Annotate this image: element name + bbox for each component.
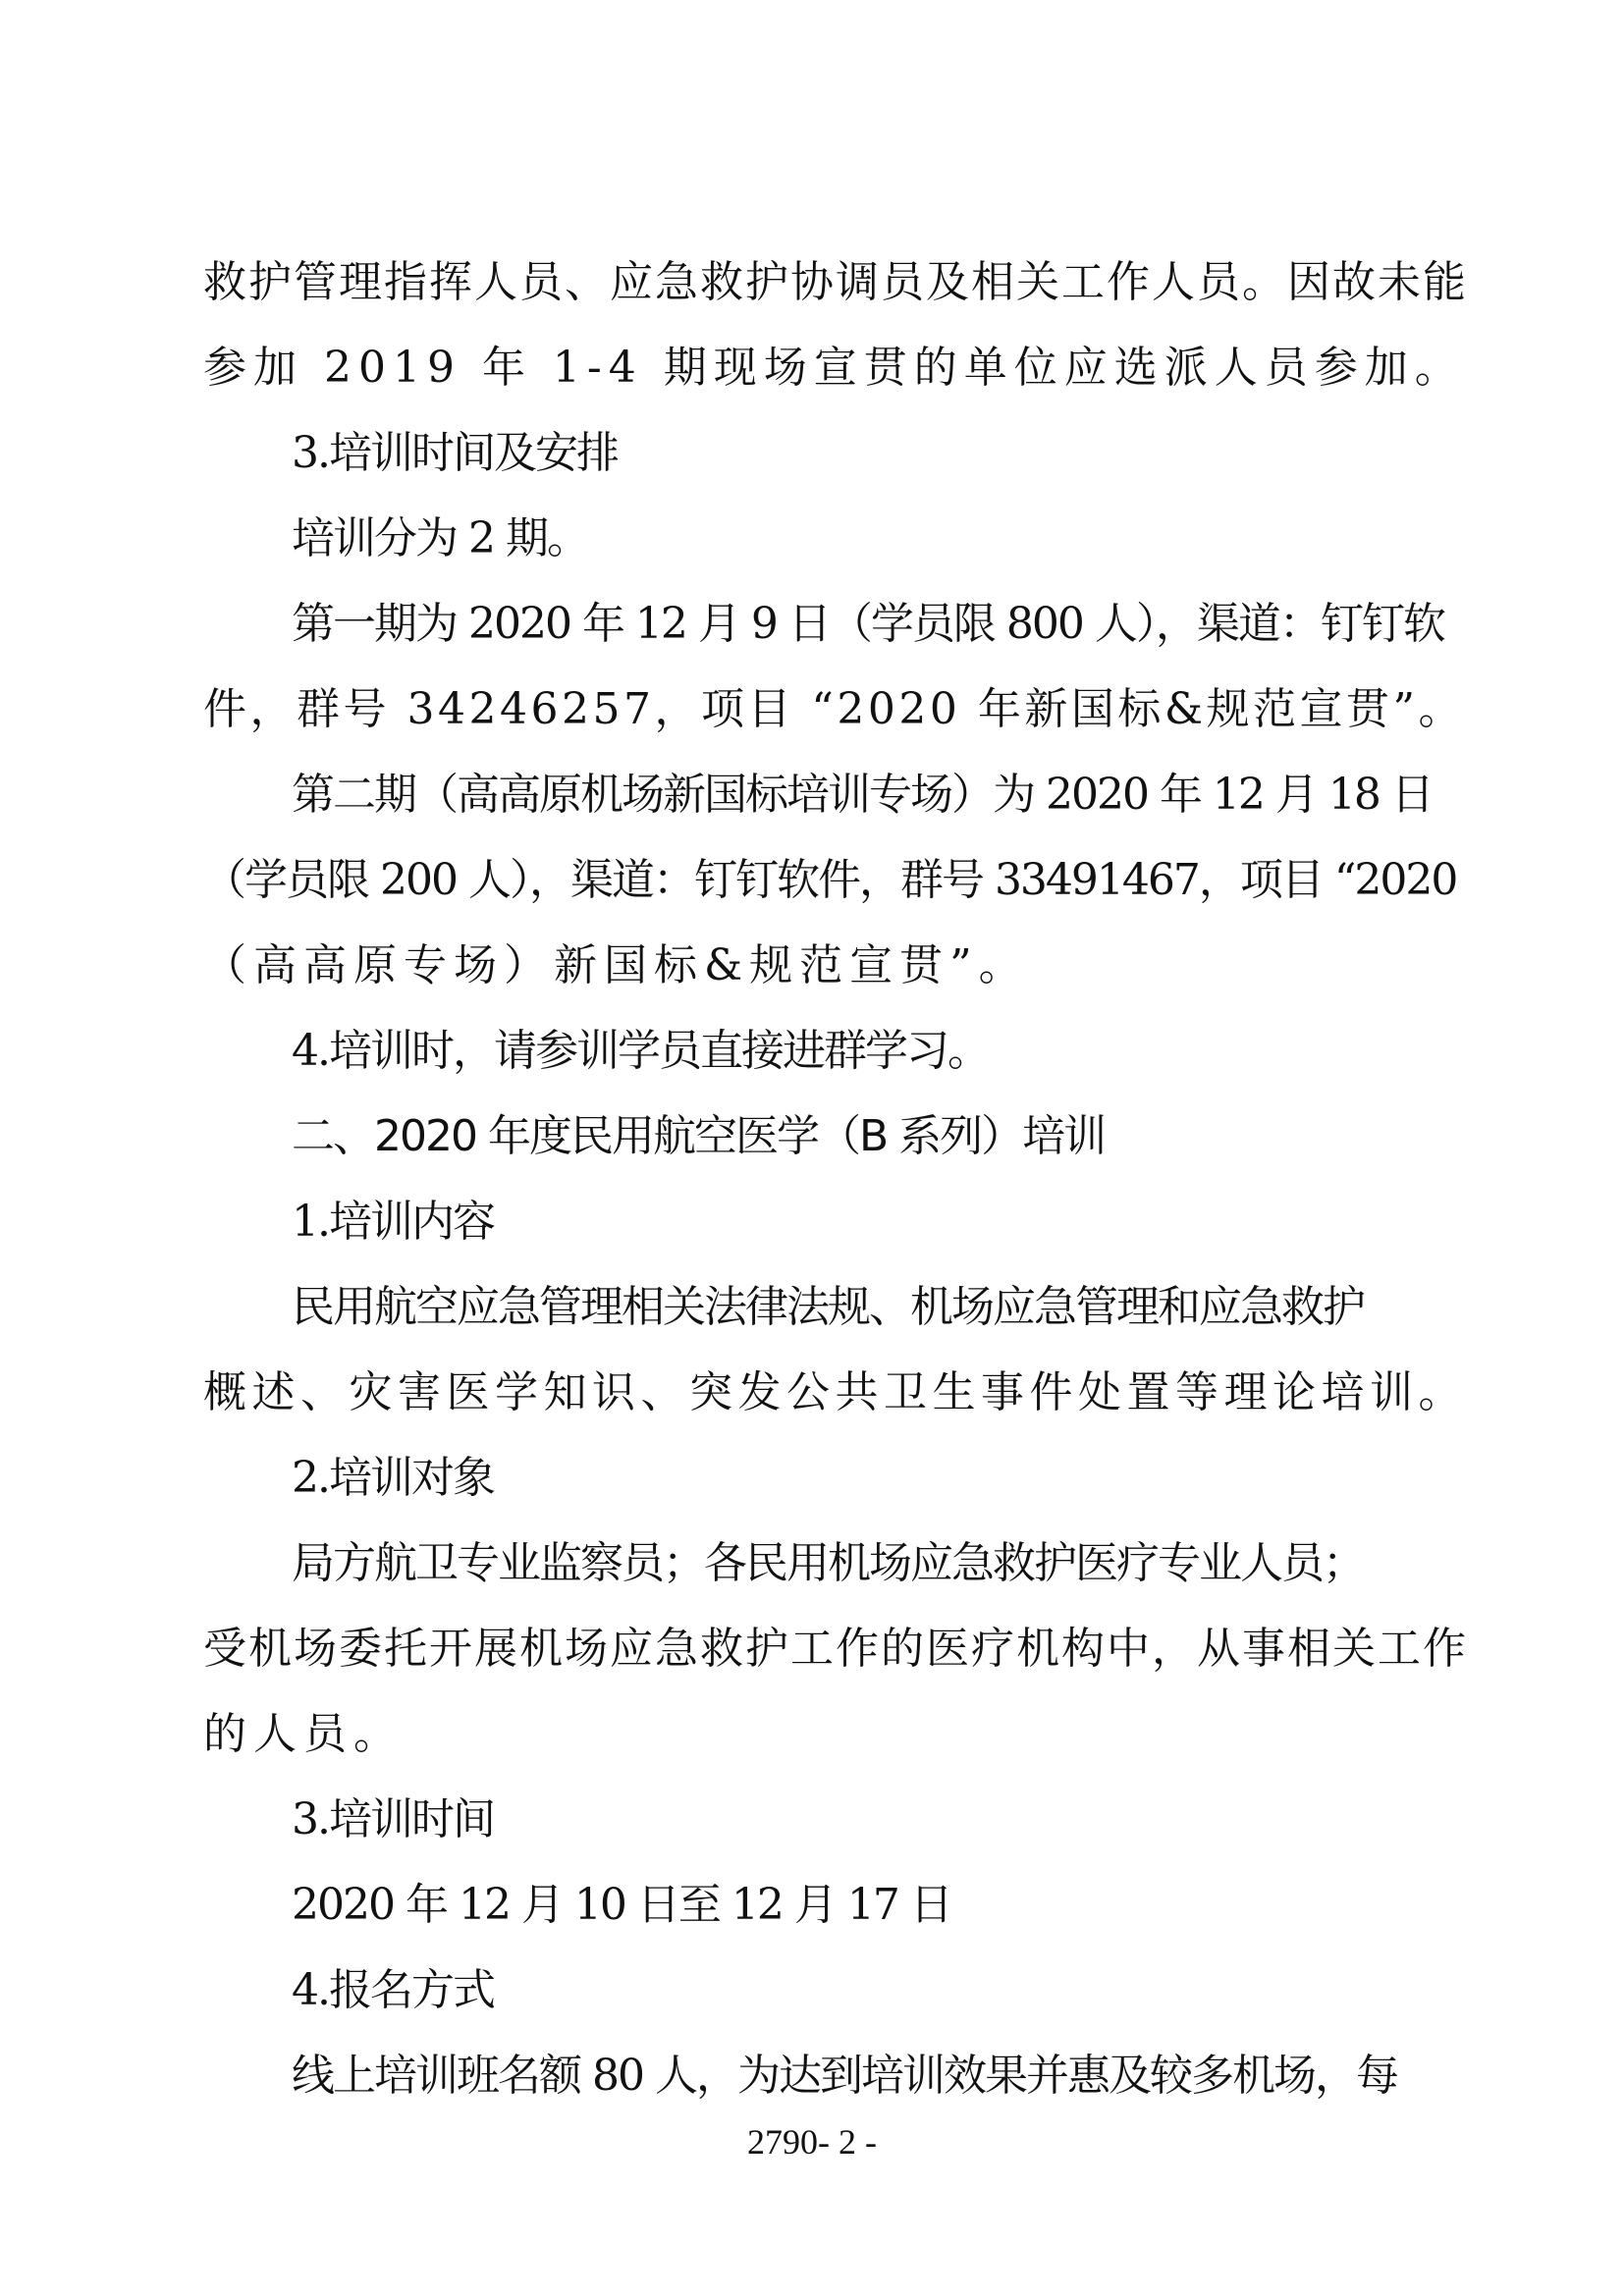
paragraph-line: 概述、灾害医学知识、突发公共卫生事件处置等理论培训。 [203, 1367, 1467, 1417]
paragraph-line: （学员限 200 人），渠道：钉钉软件，群号 33491467，项目 “2020 [203, 855, 1457, 905]
page-number-footer: 2790- 2 - [747, 2122, 877, 2162]
section-item-title: 3.培训时间及安排 [292, 428, 618, 478]
paragraph-line: 受机场委托开展机场应急救护工作的医疗机构中，从事相关工作 [203, 1624, 1468, 1674]
paragraph-line: 参加 2019 年 1-4 期现场宣贯的单位应选派人员参加。 [203, 343, 1465, 393]
paragraph-line: 4.培训时，请参训学员直接进群学习。 [292, 1026, 989, 1076]
paragraph-line: 救护管理指挥人员、应急救护协调员及相关工作人员。因故未能 [203, 257, 1468, 307]
paragraph-line: 2020 年 12 月 10 日至 12 月 17 日 [292, 1880, 951, 1930]
paragraph-line: 第一期为 2020 年 12 月 9 日（学员限 800 人），渠道：钉钉软 [292, 599, 1444, 649]
section-item-title: 2.培训对象 [292, 1453, 494, 1503]
section-item-title: 4.报名方式 [292, 1965, 494, 2015]
paragraph-line: 培训分为 2 期。 [292, 513, 588, 563]
section-heading: 二、2020 年度民用航空医学（B 系列）培训 [292, 1111, 1106, 1161]
paragraph-line: 的人员。 [203, 1709, 404, 1759]
section-item-title: 3.培训时间 [292, 1794, 494, 1844]
section-item-title: 1.培训内容 [292, 1197, 494, 1247]
paragraph-line: 线上培训班名额 80 人，为达到培训效果并惠及较多机场，每 [292, 2051, 1397, 2101]
paragraph-line: 民用航空应急管理相关法律法规、机场应急管理和应急救护 [292, 1282, 1364, 1332]
paragraph-line: 件，群号 34246257，项目 “2020 年新国标&规范宣贯”。 [203, 684, 1466, 734]
paragraph-line: 第二期（高高原机场新国标培训专场）为 2020 年 12 月 18 日 [292, 770, 1433, 820]
paragraph-line: 局方航卫专业监察员；各民用机场应急救护医疗专业人员； [292, 1538, 1364, 1588]
paragraph-line: （高高原专场）新国标&规范宣贯”。 [203, 940, 1029, 990]
